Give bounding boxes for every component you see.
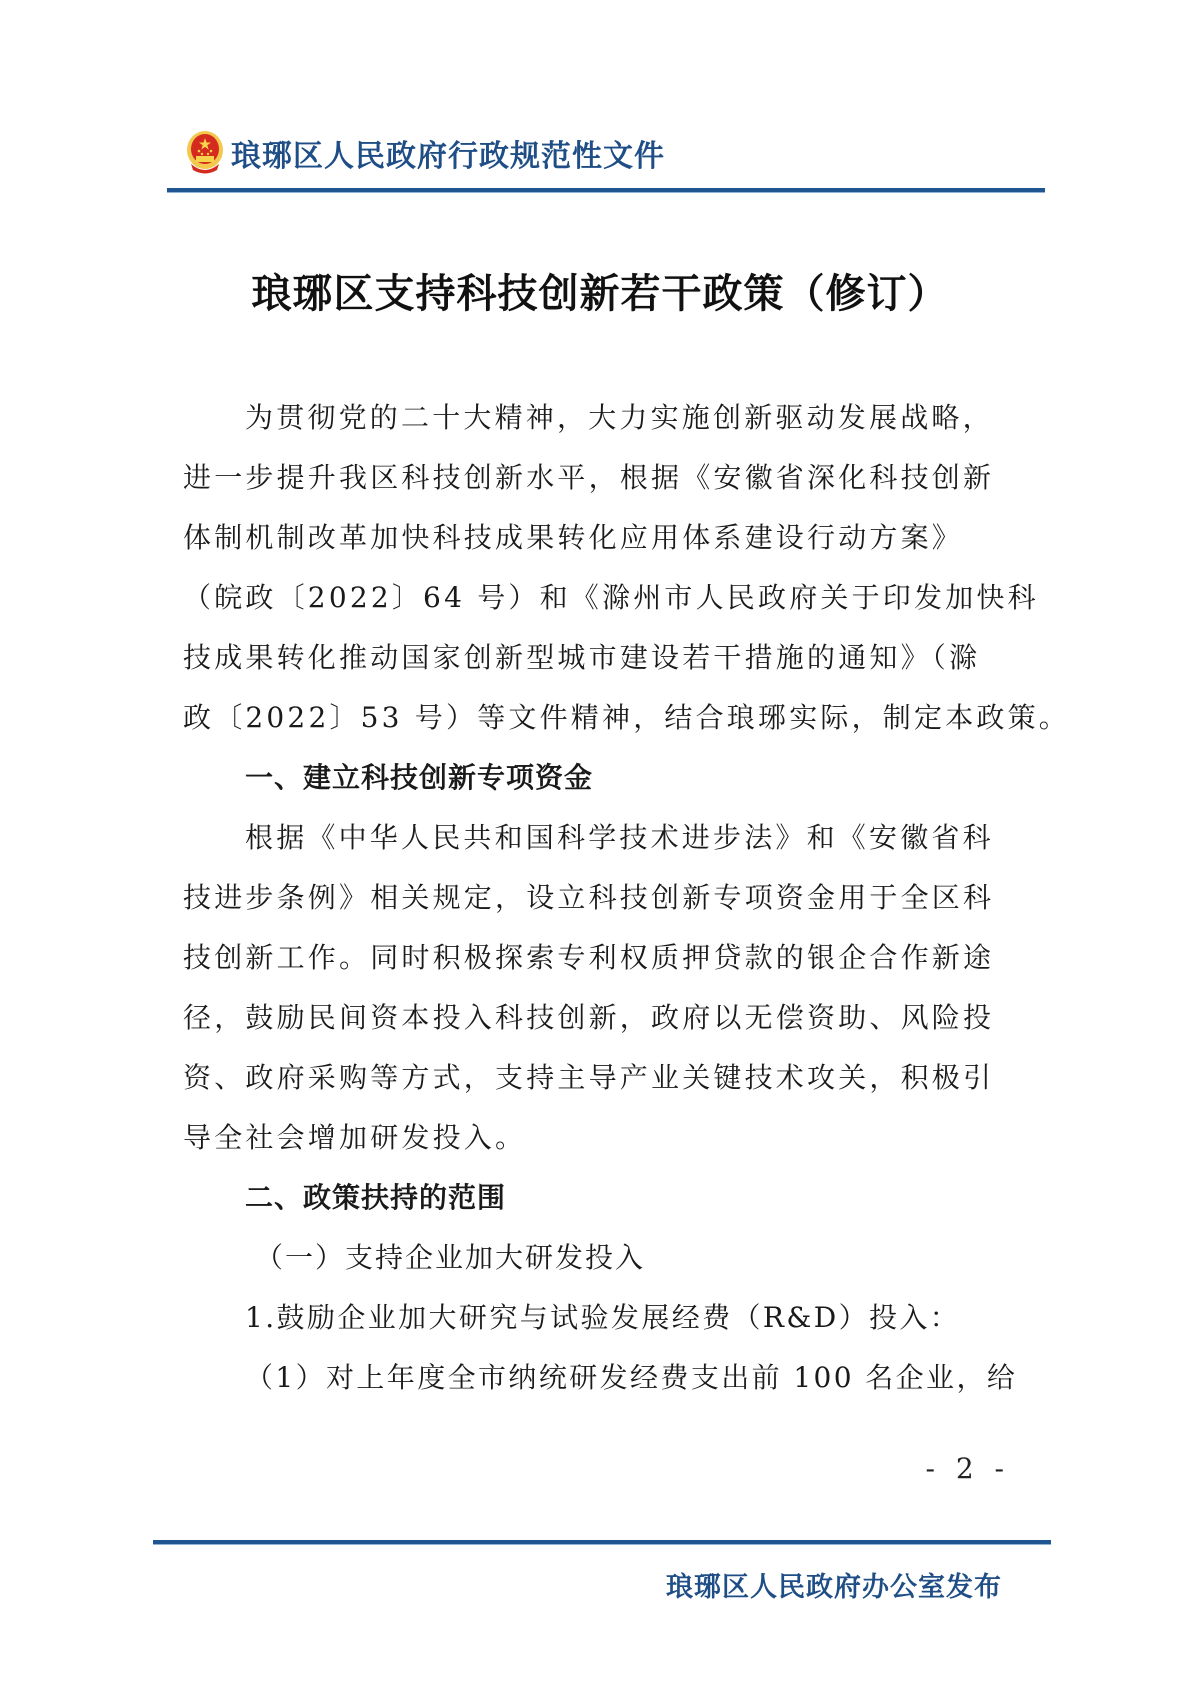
text-line: 技创新工作。同时积极探索专利权质押贷款的银企合作新途 — [183, 941, 995, 974]
text-line: 为贯彻党的二十大精神，大力实施创新驱动发展战略， — [245, 401, 994, 434]
text-line: 技成果转化推动国家创新型城市建设若干措施的通知》（滁 — [183, 641, 981, 674]
header-divider — [167, 188, 1045, 193]
text-line: 导全社会增加研发投入。 — [183, 1121, 527, 1154]
list-item: 1.鼓励企业加大研究与试验发展经费（R&D）投入： — [245, 1301, 961, 1334]
text-line: 体制机制改革加快科技成果转化应用体系建设行动方案》 — [183, 521, 964, 554]
section1-paragraph — [183, 808, 1028, 1168]
footer-publisher: 琅琊区人民政府办公室发布 — [666, 1572, 1002, 1603]
text-line: 根据《中华人民共和国科学技术进步法》和《安徽省科 — [245, 821, 994, 854]
text-line: 资、政府采购等方式，支持主导产业关键技术攻关，积极引 — [183, 1061, 995, 1094]
text-line: 进一步提升我区科技创新水平，根据《安徽省深化科技创新 — [183, 461, 995, 494]
section-heading-1: 一、建立科技创新专项资金 — [245, 761, 594, 794]
text-line: 径，鼓励民间资本投入科技创新，政府以无偿资助、风险投 — [183, 1001, 995, 1034]
text-line: （皖政〔2022〕64 号）和《滁州市人民政府关于印发加快科 — [183, 581, 1039, 614]
subsection-heading: （一）支持企业加大研发投入 — [255, 1241, 646, 1274]
list-item: （1）对上年度全市纳统研发经费支出前 100 名企业，给 — [245, 1361, 1018, 1394]
footer-divider — [153, 1540, 1051, 1545]
document-header — [185, 128, 665, 178]
national-emblem-icon — [185, 130, 225, 176]
text-line: 技进步条例》相关规定，设立科技创新专项资金用于全区科 — [183, 881, 995, 914]
document-body — [183, 388, 1070, 1408]
section-heading-2: 二、政策扶持的范围 — [245, 1181, 507, 1214]
page-number: - 2 - — [925, 1452, 1010, 1485]
intro-paragraph — [183, 388, 1070, 748]
header-title: 琅琊区人民政府行政规范性文件 — [231, 139, 665, 174]
document-title: 琅琊区支持科技创新若干政策（修订） — [251, 270, 949, 317]
text-line: 政〔2022〕53 号）等文件精神，结合琅琊实际，制定本政策。 — [183, 701, 1070, 734]
